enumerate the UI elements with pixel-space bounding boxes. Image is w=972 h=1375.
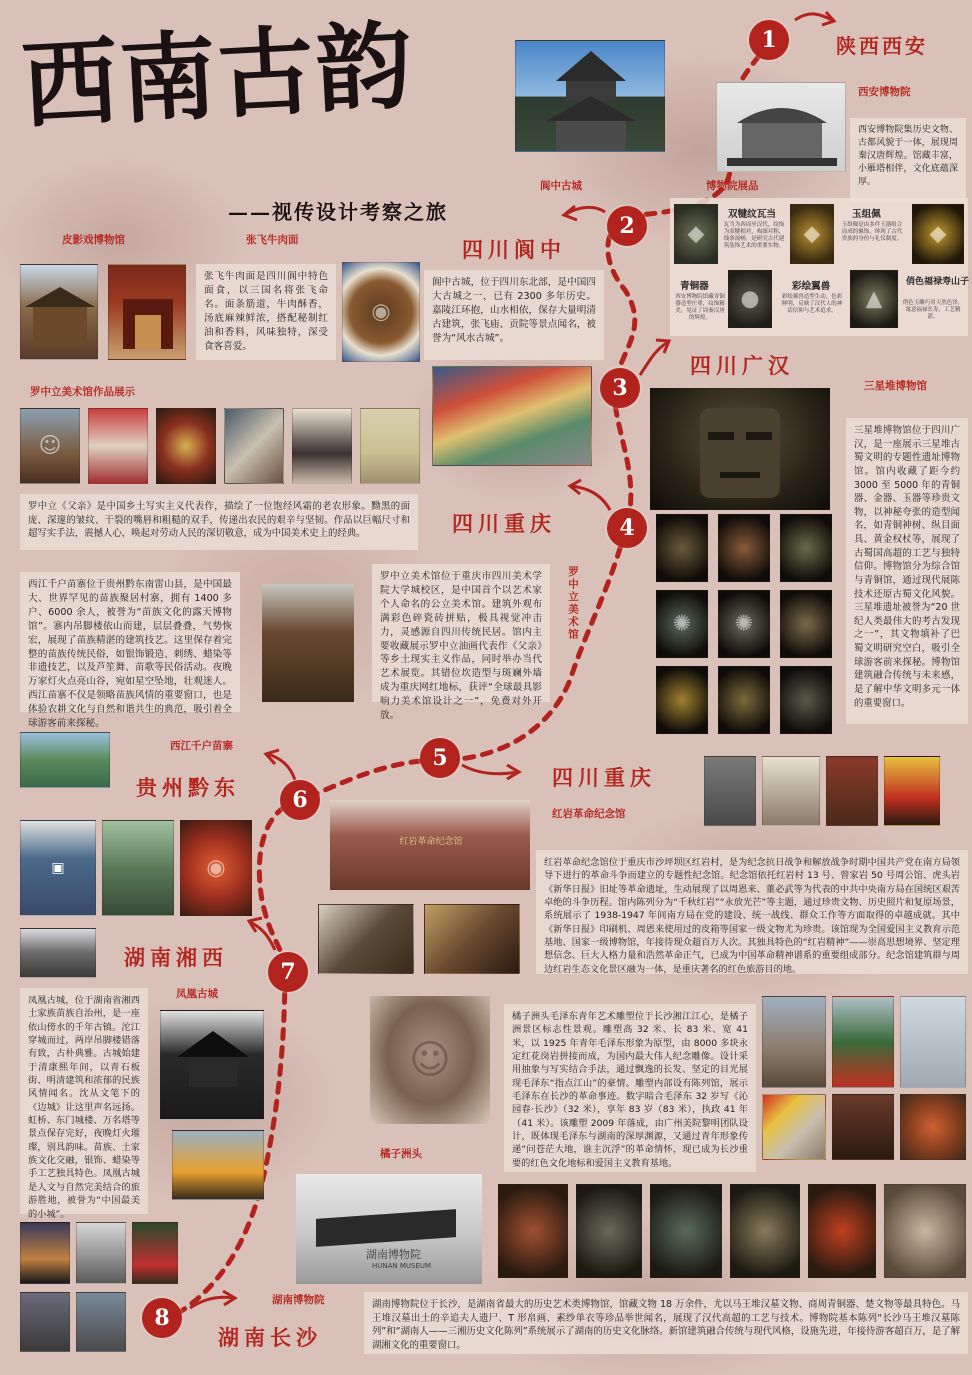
- region-chongqing-1: 四川重庆: [452, 511, 556, 536]
- region-guanghan: 四川广汉: [690, 353, 794, 378]
- caption-hunan-museum: 湖南博物院: [272, 1294, 325, 1306]
- caption-shadow-puppet: 皮影戏博物馆: [62, 234, 125, 246]
- photo-painting-4: [224, 408, 284, 484]
- photo-sxd-2: [718, 514, 770, 582]
- region-chongqing-2: 四川重庆: [552, 765, 656, 790]
- photo-mao-sculpture: [370, 996, 490, 1124]
- wheel-icon: ✺: [734, 611, 754, 637]
- photo-changsha-noodles: [900, 1094, 966, 1160]
- photo-hunan-museum-building: [296, 1174, 482, 1284]
- arrow-6: [268, 754, 295, 780]
- caption-juzizhou: 橘子洲头: [380, 1148, 422, 1160]
- photo-sxd-3: [780, 514, 832, 582]
- photo-shadow-puppet-museum: [20, 264, 98, 360]
- route-number-7: 7: [268, 952, 308, 992]
- caption-langzhong-city: 阆中古城: [540, 180, 582, 192]
- photo-hn-artifact-5: [808, 1184, 876, 1278]
- caption-luo-museum-vertical: 罗中立美术馆: [567, 566, 579, 641]
- photo-artifact-tile: [728, 270, 772, 328]
- pavilion-icon: [161, 1011, 264, 1120]
- photo-changsha-2: [832, 996, 894, 1088]
- route-number-3: 3: [600, 368, 640, 408]
- text-luo-museum: 罗中立美术馆位于重庆市四川美术学院大学城校区，是中国首个以艺术家个人命名的公立美术馆。建筑外观布满彩色碎瓷砖拼贴，极具视觉冲击力，灵感源自四川传统民居。馆内主要收藏展示罗中立油画代表作《父亲》等乡土现实主义作品，同时举办当代艺术展览。其错位坎造型与斑斓外墙成为重庆网红地标，获评“全球最具影响力美术馆设计之一”，免费对外开放。: [372, 564, 550, 702]
- arrow-1: [795, 14, 832, 20]
- artifact-desc-3: 西安博物院馆藏青铜器造型庄重，纹饰精美，见证了周秦汉唐的辉煌。: [675, 294, 725, 322]
- caption-fenghuang: 凤凰古城: [176, 988, 218, 1000]
- sign-icon: ▣: [51, 860, 65, 876]
- photo-guizhou-river: [20, 732, 110, 788]
- artifact-name-2: 玉组佩: [852, 209, 881, 220]
- photo-xijiang-village: [262, 584, 354, 702]
- photo-fenghuang-night: [172, 1130, 264, 1200]
- photo-painting-5: [292, 408, 352, 484]
- photo-guizhou-sign: [20, 820, 96, 916]
- caption-museum-exhibits: 博物院展品: [706, 180, 759, 192]
- caption-xijiang: 西江千户苗寨: [170, 740, 233, 752]
- museum-roof: [316, 1209, 456, 1247]
- photo-hn-artifact-4: [730, 1184, 800, 1278]
- hongyan-sign-text: 红岩革命纪念馆: [399, 837, 463, 847]
- photo-sxd-8: [718, 666, 770, 734]
- photo-guizhou-bridge: [20, 928, 96, 978]
- artifact-desc-4: 彩绘翼兽造型生动，色彩鲜明，反映了汉代人的神话信仰与艺术追求。: [781, 294, 843, 315]
- arrow-4: [572, 486, 610, 510]
- photo-sxd-1: [656, 514, 708, 582]
- photo-guizhou-food: [180, 820, 252, 916]
- photo-changsha-flag: [762, 1094, 826, 1160]
- photo-hn-artifact-1: [498, 1184, 568, 1278]
- artifact-desc-1: 瓦当为西周至汉代，纹饰为双犍相对，构图对称，线条流畅，是研究古代建筑装饰艺术的重要实物。: [723, 222, 785, 250]
- photo-changsha-3: [900, 996, 966, 1088]
- photo-luo-museum-building: [432, 366, 592, 466]
- text-hongyan: 红岩革命纪念馆位于重庆市沙坪坝区红岩村，是为纪念抗日战争和解放战争时期中国共产党在南方局领导下进行的革命斗争而建立的专题性纪念馆。纪念馆依托红岩村 13 号、曾家岩 50 号周公馆、虎头岩《新华日报》旧址等革命遗址，生动展现了以周恩来、董必武等为代表的中共中央南方局在国统区艰苦卓绝的斗争历程。馆内陈列分为“千秋红岩”“永放光芒”等主题，通过珍贵文物、历史照片和复原场景，系统展示了 1938-1947 年间南方局在党的建设、统一战线、群众工作等方面取得的卓越成就。其中《新华日报》印刷机、周恩来使用过的皮箱等国家一级文物尤为珍贵。该馆现为全国爱国主义教育示范基地、国家一级博物馆，年接待现众超百万人次。其独具特色的“红岩精神”——崇高思想境界、坚定理想信念、巨大人格力量和浩然革命正气，已成为中国革命精神谱系的重要组成部分。纪念馆建筑群与周边红岩生态文化景区融为一体，是重庆著名的红色旅游目的地。: [536, 850, 968, 974]
- photo-hongyan-3: [826, 756, 878, 826]
- text-zhangfei: 张飞牛肉面是四川阆中特色面食，以三国名将张飞命名。面条筋道，牛肉酥香，汤底麻辣鲜浓，搭配秘制红油和香料，风味独特，深受食客喜爱。: [196, 264, 336, 360]
- pot-icon: ◉: [206, 855, 226, 881]
- text-xian: 西安博物院集历史文物、古都风貌于一体，展现周秦汉唐辉煌。馆藏丰富，小雁塔相伴，文化底蕴深厚。: [850, 118, 966, 202]
- artifact-name-1: 双犍纹瓦当: [728, 209, 776, 220]
- region-qiandong: 贵州黔东: [136, 775, 240, 800]
- photo-painting-3: [156, 408, 216, 484]
- photo-xian-museum: [716, 82, 846, 172]
- route-number-1: 1: [749, 20, 789, 60]
- text-xijiang: 西江千户苗寨位于贵州黔东南雷山县，是中国最大、世界罕见的苗族聚居村寨，拥有 1400 多户、6000 余人，被誉为“苗族文化的露天博物馆”。寨内吊脚楼依山而建，层层叠叠，气势恢宏，展现了苗族精湛的建筑技艺。这里保存着完整的苗族传统民俗，如银饰锻造、刺绣、蜡染等非遗技艺，以及芦笙舞、苗歌等民俗活动。夜晚万家灯火点亮山谷，宛如星空坠地，壮观迷人。西江苗寨不仅是领略苗族风情的重要窗口，也是体验农耕文化与自然和谐共生的典范，吸引着全球游客前来探秘。: [20, 572, 240, 712]
- photo-sxd-7: [656, 666, 708, 734]
- wheel-icon: ✺: [672, 611, 692, 637]
- photo-xian-tower: [515, 40, 665, 152]
- artifact-name-5: 俏色福禄寿山子: [906, 277, 970, 287]
- page-title: 西南古韵: [19, 8, 417, 143]
- photo-hongyan-1: [704, 756, 756, 826]
- route-number-5: 5: [420, 738, 460, 778]
- sculpture-icon: ☺: [409, 1037, 451, 1083]
- photo-bronze-mask: [650, 388, 830, 510]
- text-langzhong: 阆中古城，位于四川东北部，是中国四大古城之一，已有 2300 多年历史。嘉陵江环抱，山水相依，保存大量明清古建筑，张飞庙、贡院等景点闻名，被誉为“风水古城”。: [424, 270, 604, 360]
- photo-painting-father: [20, 408, 80, 484]
- text-fenghuang: 凤凰古城，位于湖南省湘西土家族苗族自治州，是一座依山傍水的千年古镇。沱江穿城而过，两岸吊脚楼错落有致，古朴典雅。古城始建于清康熙年间，以青石板街、明清建筑和浓郁的民族风情闻名。沈从文笔下的《边城》让这里声名远扬。虹桥、东门城楼、万名塔等景点保存完好，夜晚灯火璀璨，别具韵味。苗族、土家族文化交融，银饰、蜡染等手工艺独具特色。凤凰古城是人文与自然完美结合的旅游胜地，被誉为“中国最美的小城”。: [20, 988, 148, 1214]
- photo-painting-2: [88, 408, 148, 484]
- jade-icon: ◆: [929, 221, 947, 247]
- caption-hongyan: 红岩革命纪念馆: [552, 808, 626, 820]
- mask-icon: [650, 388, 830, 510]
- photo-xiangxi-4: [20, 1292, 70, 1352]
- route-number-8: 8: [142, 1298, 182, 1338]
- region-langzhong: 四川阆中: [462, 237, 566, 262]
- photo-xiangxi-3: [132, 1222, 178, 1284]
- bowl-icon: ◉: [371, 299, 391, 325]
- photo-xiangxi-2: [76, 1222, 126, 1284]
- caption-luo-works: 罗中立美术馆作品展示: [30, 386, 135, 398]
- photo-artifact-jade-pendant: [912, 204, 964, 264]
- text-juzizhou: 橘子洲头毛泽东青年艺术雕塑位于长沙湘江江心，是橘子洲景区标志性景观。雕塑高 32 米、长 83 米、宽 41 米，以 1925 年青年毛泽东形象为原型，由 8000 多块永定红花岗岩拼接而成，为国内最大伟人纪念雕像。设计采用抽象与写实结合手法，通过飘逸的长发、坚定的目光展现毛泽东“指点江山”的豪情。雕塑内部设有陈列馆，展示毛泽东在长沙的革命事迹。数字暗合毛泽东 32 岁写《沁园春·长沙》（32 米），享年 83 岁（83 米），执政 41 年（41 米）。该雕塑 2009 年落成，由广州美院黎明团队设计，既体现毛泽东与湖南的深厚渊源，又通过青年形象传递“问苍茫大地，谁主沉浮”的革命情怀，现已成为长沙重要的红色文化地标和爱国主义教育基地。: [504, 1004, 756, 1172]
- artifact-desc-5: 俏色玉雕巧用天然色泽，寓意福禄长寿，工艺精湛。: [902, 300, 964, 321]
- photo-hongyan-exhibit: [318, 904, 414, 974]
- museum-sign-en: HUNAN MUSEUM: [372, 1262, 432, 1270]
- artifact-name-4: 彩绘翼兽: [792, 281, 831, 292]
- artifact-desc-2: 玉组佩是由多件玉器组合而成的佩饰，体现了古代贵族的身份与礼仪制度。: [841, 222, 903, 243]
- tile-icon: ●: [740, 286, 760, 312]
- region-changsha: 湖南长沙: [218, 1325, 322, 1350]
- photo-artifact-gold-beast: [790, 204, 834, 264]
- route-number-4: 4: [607, 508, 647, 548]
- arrow-3: [640, 342, 668, 375]
- photo-hn-artifact-2: [576, 1184, 642, 1278]
- photo-hn-artifact-3: [650, 1184, 722, 1278]
- beast-icon: ◆: [803, 221, 821, 247]
- gate-icon: [109, 265, 186, 360]
- portrait-icon: ☺: [38, 433, 62, 459]
- text-luo-father: 罗中立《父亲》是中国乡土写实主义代表作，描绘了一位饱经风霜的老农形象。黝黑的面庞、深邃的皱纹、干裂的嘴唇和粗糙的双手，传递出农民的艰辛与坚韧。作品以巨幅尺寸和超写实手法，震撼人心，唤起对劳动人民的深切敬意，成为中国美术史上的经典。: [20, 494, 418, 550]
- photo-xiangxi-5: [76, 1292, 126, 1352]
- page-subtitle: ——视传设计考察之旅: [228, 200, 448, 224]
- caption-sanxingdui: 三星堆博物馆: [864, 380, 927, 392]
- photo-changsha-1: [762, 996, 826, 1088]
- museum-building-icon: [717, 83, 846, 172]
- mountain-icon: ▲: [865, 286, 883, 312]
- region-xiangxi: 湖南湘西: [124, 945, 228, 970]
- photo-zhangfei-temple: [108, 264, 186, 360]
- photo-hongyan-mural: [424, 904, 520, 974]
- photo-hongyan-building: [330, 800, 530, 890]
- caption-xian-museum: 西安博物院: [858, 86, 911, 98]
- photo-sxd-6: [780, 590, 832, 658]
- region-xian: 陕西西安: [836, 34, 928, 58]
- photo-artifact-bronze-vessel: [674, 204, 718, 264]
- photo-fenghuang-pavilion: [160, 1010, 264, 1120]
- photo-hongyan-2: [762, 756, 820, 826]
- text-hunan-museum: 湖南博物院位于长沙，是湖南省最大的历史艺术类博物馆，馆藏文物 18 万余件，尤以马王堆汉墓文物、商周青铜器、楚文物等最具特色。马王堆汉墓出土的辛追夫人遗尸、T 形帛画、素纱单衣等珍品举世闻名，展现了汉代高超的工艺与技术。博物院基本陈列“长沙马王堆汉墓陈列”和“湖南人——三湘历史文化陈列”系统展示了湖南的历史文化脉络。新馆建筑融合传统与现代风格，设施先进，年接待游客超百万，是了解湖湘文化的重要窗口。: [364, 1292, 968, 1354]
- photo-sxd-4: [656, 590, 708, 658]
- photo-xiangxi-1: [20, 1222, 70, 1284]
- caption-zhangfei-beef: 张飞牛肉面: [246, 234, 299, 246]
- photo-painting-6: [360, 408, 420, 484]
- photo-sxd-5: [718, 590, 770, 658]
- artifact-name-3: 青铜器: [680, 281, 709, 292]
- photo-guizhou-houses: [102, 820, 174, 916]
- temple-icon: [21, 265, 98, 360]
- photo-sxd-9: [780, 666, 832, 734]
- route-number-2: 2: [607, 206, 647, 246]
- photo-hongyan-4: [884, 756, 940, 826]
- photo-hn-artifact-6: [884, 1184, 966, 1278]
- vessel-icon: ◆: [687, 221, 705, 247]
- text-sanxingdui: 三星堆博物馆位于四川广汉，是一座展示三星堆古蜀文明的专题性遗址博物馆。馆内收藏了距今约 3000 至 5000 年的青铜器、金器、玉器等珍贵文物，以神秘夸张的造型闻名，如青铜神树、纵目面具、黄金权杖等，展现了古蜀国高超的工艺与独特信仰。博物馆分为综合馆与青铜馆，通过现代展陈技术还原古蜀文化风貌。三星堆遗址被誉为“20 世纪人类最伟大的考古发现之一”，其文物填补了巴蜀文明研究空白，吸引全球游客前来探秘。博物馆建筑融合传统与未来感，是了解中华文明多元一体的重要窗口。: [846, 418, 968, 724]
- museum-sign-cn: 湖南博物院: [366, 1248, 421, 1261]
- photo-artifact-jade-mountain: [850, 270, 898, 328]
- tower-icon: [516, 41, 665, 152]
- route-number-6: 6: [280, 780, 320, 820]
- photo-changsha-tofu: [832, 1094, 894, 1160]
- photo-beef-noodles: [342, 262, 420, 362]
